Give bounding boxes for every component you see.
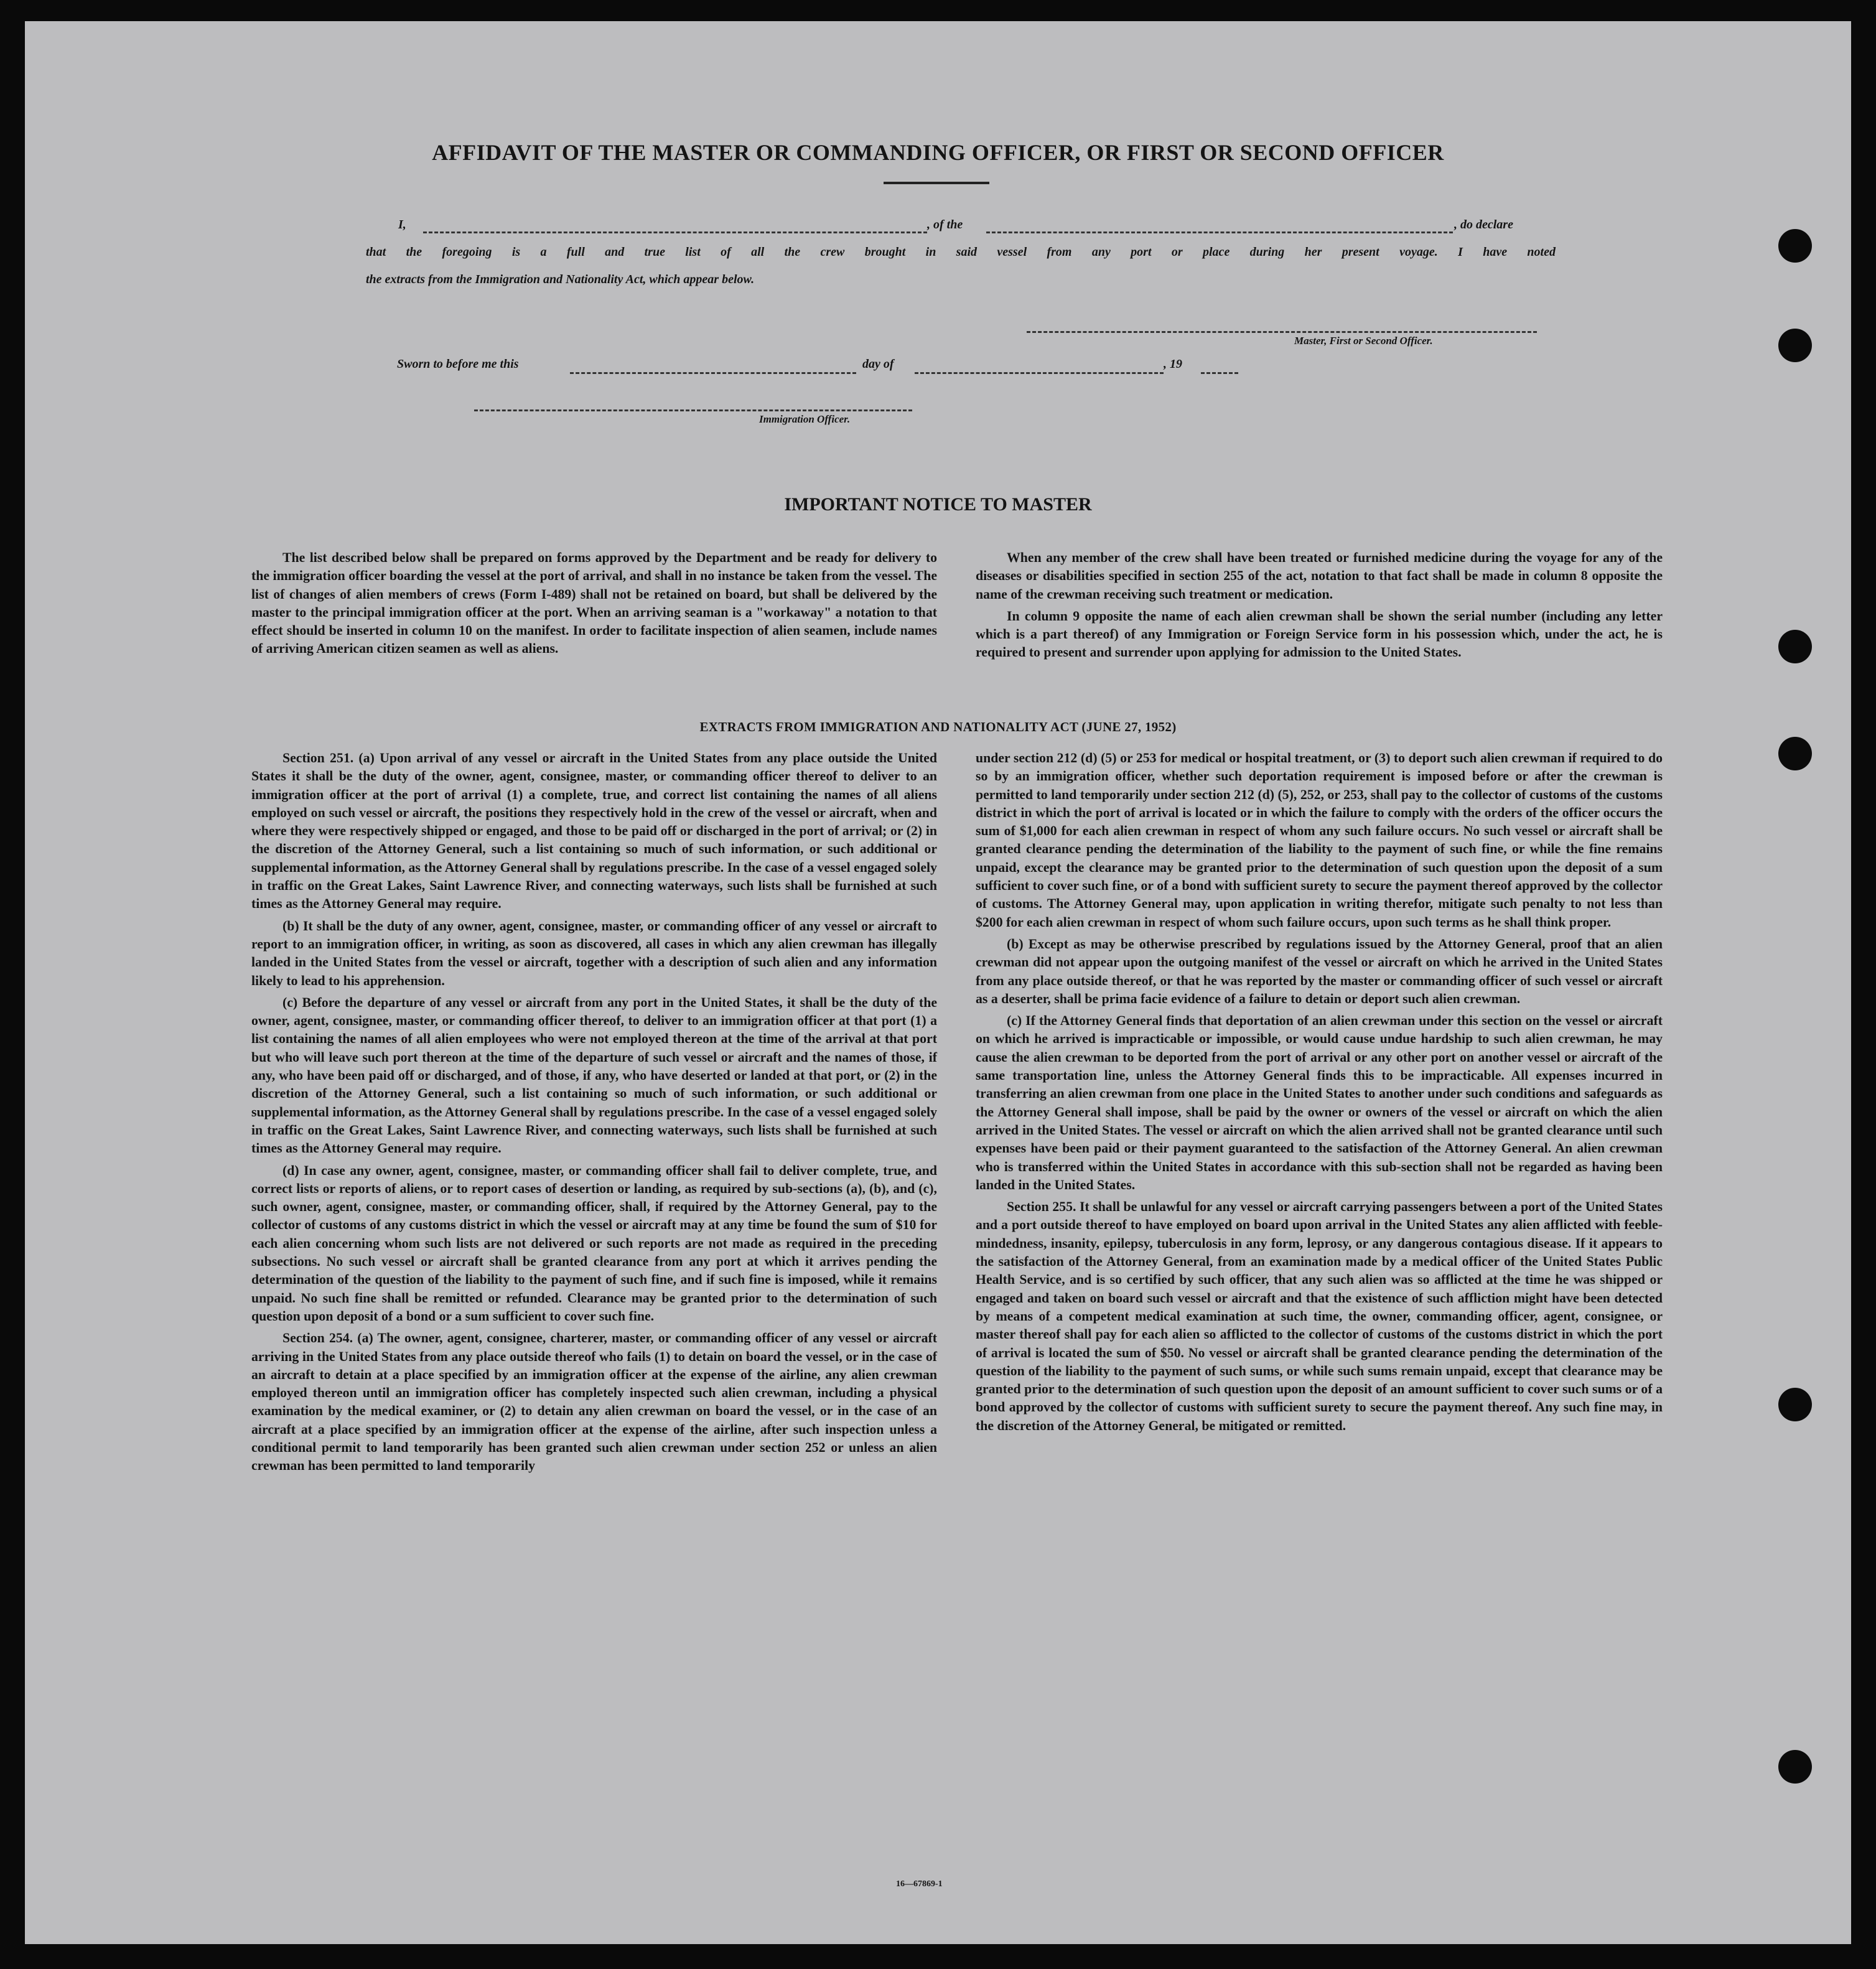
notice-title: IMPORTANT NOTICE TO MASTER: [784, 494, 1092, 515]
form-code: 16—67869-1: [896, 1879, 943, 1889]
of-the-label: , of the: [927, 218, 963, 232]
section-paragraph: Section 255. It shall be unlawful for any vessel or aircraft carrying passengers between a port of the United States and a port outside thereof to have employed on board upon arrival in the United States any alien afflicted with feeble-mindedness, insanity, epilepsy, tuberculosis in any form, leprosy, or any dangerous contagious disease. If it appears to the satisfaction of the Attorney General, from an examination made by a medical officer of the United States Public Health Service, and is so certified by such officer, that any such alien was so afflicted at the time he was shipped or engaged and taken on board such vessel or aircraft and that the existence of such affliction might have been detected by means of a competent medical examination at such time, the owner, commanding officer, agent, consignee, or master thereof shall pay for each alien so afflicted to the collector of customs of the customs district in which the port of arrival is located the sum of $50. No vessel or aircraft shall be granted clearance pending the determination of the question of the liability to the payment of such sums, or while such sums remain unpaid, except that clearance may be granted prior to the determination of such question upon the deposit of an amount sufficient to cover such sums or of a bond approved by the collector of customs with sufficient surety to secure the payment thereof. Any such fine may, in the discretion of the Attorney General, be mitigated or remitted.: [976, 1199, 1663, 1433]
extracts-title: EXTRACTS FROM IMMIGRATION AND NATIONALITY ACT (JUNE 27, 1952): [699, 719, 1177, 734]
immigration-officer-signature-field[interactable]: [474, 409, 912, 411]
section-paragraph: under section 212 (d) (5) or 253 for medical or hospital treatment, or (3) to deport such alien crewman if required to do so by an immigration officer, whether such deportation requirement is imposed before or after the crewman is permitted to land temporarily under section 212 (d) (5), 252, or 253, shall pay to the collector of customs of the customs district in which the port of arrival is located or in which the failure to comply with the orders of the officer occurs the sum of $1,000 for each alien crewman in respect of whom any such failure occurs. No such vessel or aircraft shall be granted clearance pending the determination of the liability to the payment of such fine, or while the fine remains unpaid, except the clearance may be granted prior to the determination of such question upon the deposit of a sum sufficient to cover such fine, or of a bond with sufficient surety to secure the payment thereof approved by the collector of customs. The Attorney General may, upon application in writing therefor, mitigate such penalty to not less than $200 for each alien crewman in respect of whom such failure occurs, upon such terms as he shall think proper.: [976, 751, 1663, 930]
sworn-month-field[interactable]: [915, 372, 1164, 374]
section-paragraph: Section 251. (a) Upon arrival of any vessel or aircraft in the United States from any place outside the United States it shall be the duty of the owner, agent, consignee, master, or commanding officer thereof to deliver to an immigration officer at the port of arrival (1) a complete, true, and correct list containing the names of all aliens employed on such vessel or aircraft, the positions they respectively hold in the crew of the vessel or aircraft, when and where they were respectively shipped or engaged, and those to be paid off or discharged in the port of arrival; or (2) in the discretion of the Attorney General, such a list containing so much of such information, or such additional or supplemental information, as the Attorney General shall by regulations prescribe. In the case of a vessel engaged solely in traffic on the Great Lakes, Saint Lawrence River, and connecting waterways, such lists shall be furnished at such times as the Attorney General may require.: [251, 751, 937, 912]
sworn-day-field[interactable]: [570, 372, 856, 374]
i-label: I,: [398, 218, 406, 232]
declaration-text-line-2: the extracts from the Immigration and Nationality Act, which appear below.: [366, 273, 755, 286]
notice-paragraph: In column 9 opposite the name of each alien crewman shall be shown the serial number (including any letter which is a part thereof) of any Immigration or Foreign Service form in his possession which, under the act, he is required to present and surrender upon applying for admission to the United States.: [976, 608, 1663, 660]
binder-hole: [1778, 229, 1812, 263]
year-label: , 19: [1164, 357, 1182, 371]
extracts-right-column: [976, 749, 1663, 1435]
binder-hole: [1778, 329, 1812, 362]
binder-hole: [1778, 737, 1812, 770]
sworn-label: Sworn to before me this: [397, 357, 519, 371]
notice-right-column: [976, 549, 1663, 662]
section-paragraph: (b) Except as may be otherwise prescribed by regulations issued by the Attorney General, proof that an alien crewman did not appear upon the outgoing manifest of the vessel or aircraft on which he arrived in the United States from any place outside thereof, or that he was reported by the master or commanding officer of such vessel or aircraft as a deserter, shall be prima facie evidence of a failure to detain or deport such alien crewman.: [976, 936, 1663, 1006]
binder-hole: [1778, 1750, 1812, 1784]
notice-paragraph: When any member of the crew shall have been treated or furnished medicine during the voyage for any of the diseases or disabilities specified in section 255 of the act, notation to that fact shall be made in column 8 opposite the name of the crewman receiving such treatment or medication.: [976, 550, 1663, 602]
section-paragraph: (c) Before the departure of any vessel or aircraft from any port in the United States, it shall be the duty of the owner, agent, consignee, master, or commanding officer thereof, to deliver to an immigration officer at that port (1) a list containing the names of all alien employees who were not employed thereon at the time of the arrival at that port but who will leave such port thereon at the time of the departure of such vessel or aircraft and the names of those, if any, who have been paid off or discharged, and of those, if any, who have deserted or landed at that port, or (2) in the discretion of the Attorney General, such a list containing so much of such information, or such additional or supplemental information, as the Attorney General shall by regulations prescribe. In the case of a vessel engaged solely in traffic on the Great Lakes, Saint Lawrence River, and connecting waterways, such lists shall be furnished at such times as the Attorney General may require.: [251, 994, 937, 1156]
title-divider: [884, 182, 989, 184]
immigration-officer-caption: Immigration Officer.: [759, 413, 851, 425]
notice-left-column: [251, 549, 937, 658]
extracts-left-column: [251, 749, 937, 1476]
section-paragraph: Section 254. (a) The owner, agent, consignee, charterer, master, or commanding officer of any vessel or aircraft arriving in the United States from any place outside thereof who fails (1) to detain on board the vessel, or in the case of an aircraft to detain at a place specified by an immigration officer at the expense of the airline, any alien crewman employed thereon until an immigration officer has completely inspected such alien crewman, including a physical examination by the medical examiner, or (2) to detain any alien crewman on board the vessel, or in the case of an aircraft at a place specified by an immigration officer at the expense of the airline, after such inspection unless a conditional permit to land temporarily has been granted such alien crewman under section 252 or unless an alien crewman has been permitted to land temporarily: [251, 1331, 937, 1474]
master-signature-field[interactable]: [1027, 331, 1537, 333]
sworn-year-field[interactable]: [1201, 372, 1238, 374]
binder-hole: [1778, 1388, 1812, 1421]
notice-paragraph: The list described below shall be prepared on forms approved by the Department and be ready for delivery to the immigration officer boarding the vessel at the port of arrival, and shall in no instance be taken from the vessel. The list of changes of alien members of crews (Form I-489) shall not be retained on board, but shall be delivered by the master to the principal immigration officer at the port. When an arriving seaman is a "workaway" a notation to that effect should be inserted in column 10 on the manifest. In order to facilitate inspection of alien seamen, include names of arriving American citizen seamen as well as aliens.: [251, 550, 937, 657]
master-caption: Master, First or Second Officer.: [1294, 335, 1433, 347]
vessel-name-field[interactable]: [986, 232, 1453, 233]
affidavit-title: AFFIDAVIT OF THE MASTER OR COMMANDING OFFICER, OR FIRST OR SECOND OFFICER: [432, 140, 1444, 165]
day-of-label: day of: [862, 357, 894, 371]
binder-hole: [1778, 630, 1812, 663]
form-page: [25, 21, 1851, 1944]
declaration-text-line-1: that the foregoing is a full and true list of all the crew brought in said vessel from any port or place during her present voyage. I have noted: [366, 245, 1556, 259]
section-paragraph: (d) In case any owner, agent, consignee, master, or commanding officer shall fail to deliver complete, true, and correct lists or reports of aliens, or to report cases of desertion or landing, as required by sub-sections (a), (b), and (c), such owner, agent, consignee, master, or commanding officer, shall, if required by the Attorney General, pay to the collector of customs of any customs district in which the vessel or aircraft may at any time be found the sum of $10 for each alien concerning whom such lists are not delivered or such reports are not made as required in the preceding subsections. No such vessel or aircraft shall be granted clearance from any port at which it arrives pending the determination of the question of the liability to the payment of such fine, and if such fine is imposed, while it remains unpaid. No such fine shall be remitted or refunded. Clearance may be granted prior to the determination of such question upon deposit of a bond or a sum sufficient to cover such fine.: [251, 1162, 937, 1324]
do-declare-label: , do declare: [1454, 218, 1513, 232]
section-paragraph: (c) If the Attorney General finds that deportation of an alien crewman under this section on the vessel or aircraft on which he arrived is impracticable or impossible, or would cause undue hardship to such alien crewman, he may cause the alien crewman to be deported from the port of arrival or any other port on another vessel or aircraft of the same transportation line, unless the Attorney General finds this to be impracticable. All expenses incurred in transferring an alien crewman from one place in the United States to another under such conditions and safeguards as the Attorney General shall impose, shall be paid by the owner or owners of the vessel or aircraft on which the alien arrived in the United States. The vessel or aircraft on which the alien arrived shall not be granted clearance until such expenses have been paid or their payment guaranteed to the satisfaction of the Attorney General. An alien crewman who is transferred within the United States in accordance with this sub-section shall not be regarded as having been landed in the United States.: [976, 1013, 1663, 1192]
declarant-name-field[interactable]: [423, 232, 927, 233]
section-paragraph: (b) It shall be the duty of any owner, agent, consignee, master, or commanding officer of any vessel or aircraft to report to an immigration officer, in writing, as soon as discovered, all cases in which any alien crewman has illegally landed in the United States from the vessel or aircraft, together with a description of such alien and any information likely to lead to his apprehension.: [251, 918, 937, 988]
